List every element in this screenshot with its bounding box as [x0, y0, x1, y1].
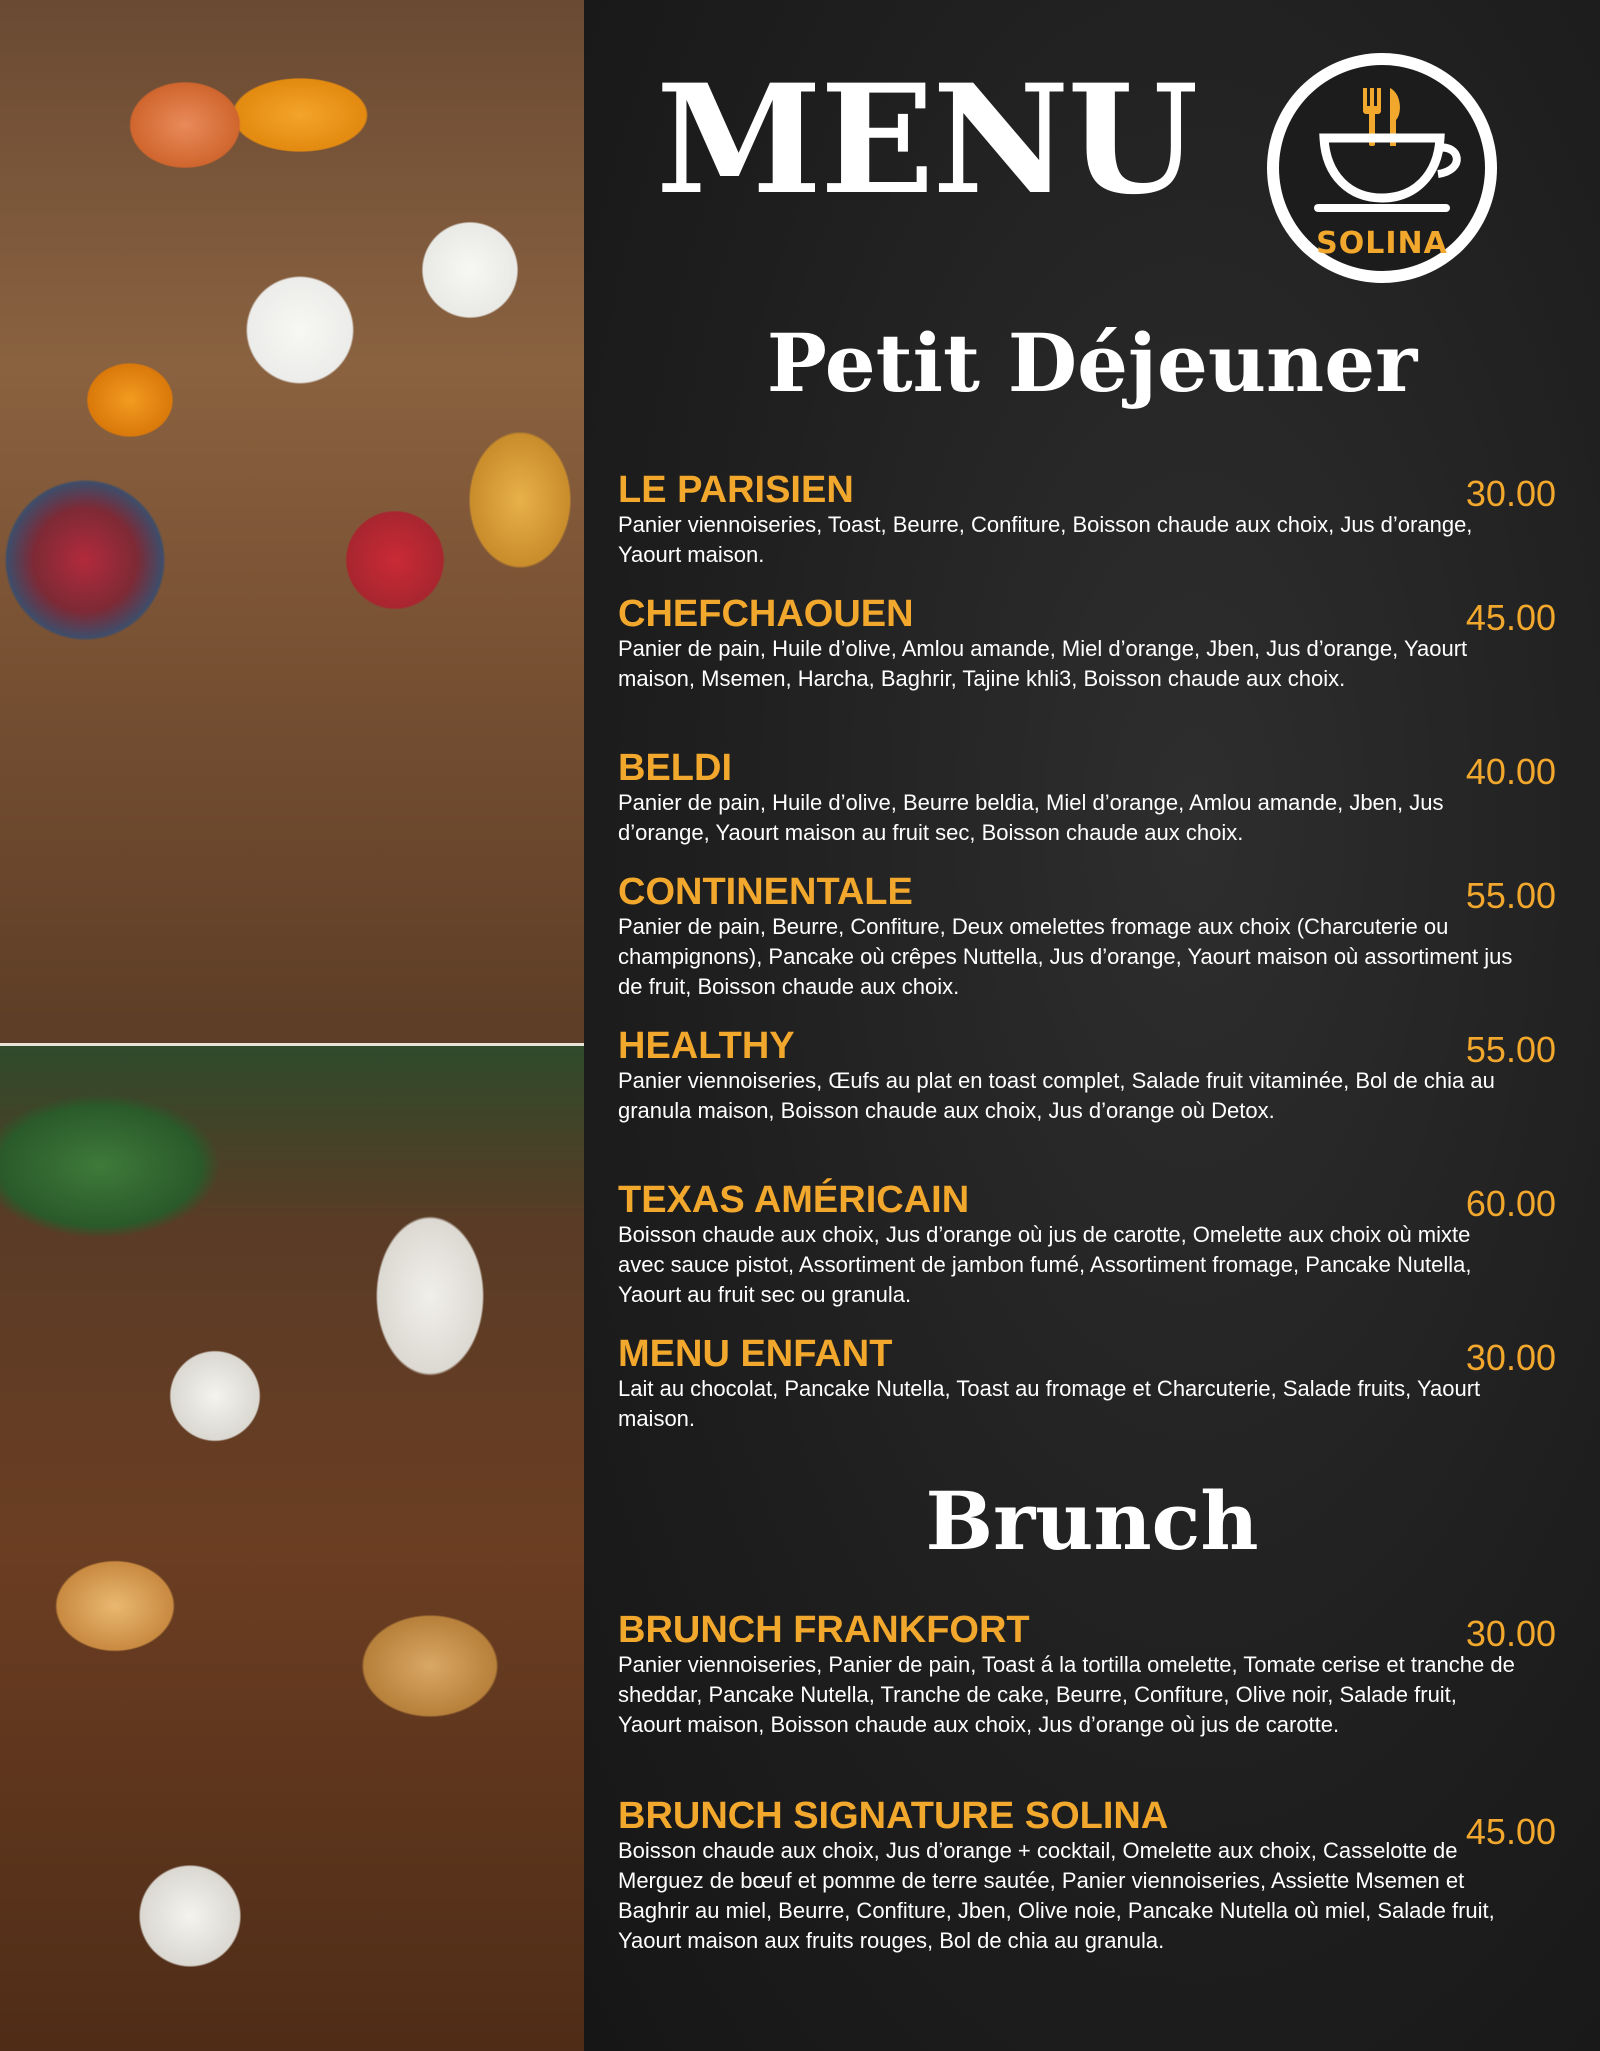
- item-name: MENU ENFANT: [618, 1333, 893, 1375]
- item-description: Panier viennoiseries, Toast, Beurre, Confiture, Boisson chaude aux choix, Jus d’orange, Yaourt maison.: [618, 512, 1473, 567]
- menu-item: [618, 1796, 1518, 1956]
- item-name: BELDI: [618, 747, 732, 789]
- menu-title: MENU: [656, 52, 1197, 228]
- menu-item: [618, 1026, 1518, 1126]
- logo-text: SOLINA: [1316, 226, 1448, 261]
- item-price: 30.00: [1465, 1613, 1556, 1654]
- menu-item: [618, 1334, 1518, 1434]
- solina-logo: [1262, 48, 1502, 288]
- item-description: Panier de pain, Huile d’olive, Amlou amande, Miel d’orange, Jben, Jus d’orange, Yaourt maison, Msemen, Harcha, Baghrir, Tajine khli3, Boisson chaude aux choix.: [618, 636, 1468, 691]
- breakfast-photo-bottom: [0, 1046, 584, 2051]
- menu-item: [618, 748, 1518, 848]
- menu-item: [618, 470, 1518, 570]
- item-description: Lait au chocolat, Pancake Nutella, Toast au fromage et Charcuterie, Salade fruits, Yaourt maison.: [618, 1376, 1481, 1431]
- item-price: 55.00: [1465, 1029, 1556, 1070]
- item-price: 55.00: [1465, 875, 1556, 916]
- item-price: 45.00: [1465, 597, 1556, 638]
- item-description: Panier viennoiseries, Panier de pain, Toast á la tortilla omelette, Tomate cerise et tranche de sheddar, Pancake Nutella, Tranche de cake, Beurre, Confiture, Olive noir, Salade fruit, Yaourt maison, Boisson chaude aux choix, Jus d’orange où jus de carotte.: [618, 1652, 1515, 1737]
- item-price: 60.00: [1465, 1183, 1556, 1224]
- item-description: Panier viennoiseries, Œufs au plat en toast complet, Salade fruit vitaminée, Bol de chia au granula maison, Boisson chaude aux choix, Jus d’orange où Detox.: [618, 1068, 1495, 1123]
- item-name: CHEFCHAOUEN: [618, 593, 914, 635]
- item-description: Panier de pain, Huile d’olive, Beurre beldia, Miel d’orange, Amlou amande, Jben, Jus d’orange, Yaourt maison au fruit sec, Boisson chaude aux choix.: [618, 790, 1444, 845]
- item-name: LE PARISIEN: [618, 469, 854, 511]
- item-name: BRUNCH FRANKFORT: [618, 1609, 1030, 1651]
- breakfast-photo-top: [0, 0, 584, 1046]
- menu-item: [618, 872, 1518, 1002]
- item-name: HEALTHY: [618, 1025, 795, 1067]
- section-title-brunch: Brunch: [925, 1474, 1259, 1568]
- item-description: Boisson chaude aux choix, Jus d’orange + cocktail, Omelette aux choix, Casselotte de Merguez de bœuf et pomme de terre sautée, Panier viennoiseries, Assiette Msemen et Baghrir au miel, Beurre, Confiture, Jben, Olive noie, Pancake Nutella où miel, Salade fruit, Yaourt maison aux fruits rouges, Bol de chia au granula.: [618, 1838, 1495, 1953]
- item-name: CONTINENTALE: [618, 871, 913, 913]
- menu-item: [618, 1610, 1518, 1740]
- menu-item: [618, 594, 1518, 694]
- item-name: BRUNCH SIGNATURE SOLINA: [618, 1795, 1169, 1837]
- item-price: 30.00: [1465, 1337, 1556, 1378]
- item-description: Panier de pain, Beurre, Confiture, Deux omelettes fromage aux choix (Charcuterie ou champignons), Pancake où crêpes Nuttella, Jus d’orange, Yaourt maison où assortiment jus de fruit, Boisson chaude aux choix.: [618, 914, 1513, 999]
- menu-panel: [584, 0, 1600, 2051]
- menu-item: [618, 1180, 1518, 1310]
- item-price: 45.00: [1465, 1811, 1556, 1852]
- item-name: TEXAS AMÉRICAIN: [618, 1179, 970, 1221]
- item-price: 40.00: [1465, 751, 1556, 792]
- item-description: Boisson chaude aux choix, Jus d’orange où jus de carotte, Omelette aux choix où mixte avec sauce pistot, Assortiment de jambon fumé, Assortiment fromage, Pancake Nutella, Yaourt au fruit sec ou granula.: [618, 1222, 1472, 1307]
- section-title-breakfast: Petit Déjeuner: [766, 316, 1418, 410]
- item-price: 30.00: [1465, 473, 1556, 514]
